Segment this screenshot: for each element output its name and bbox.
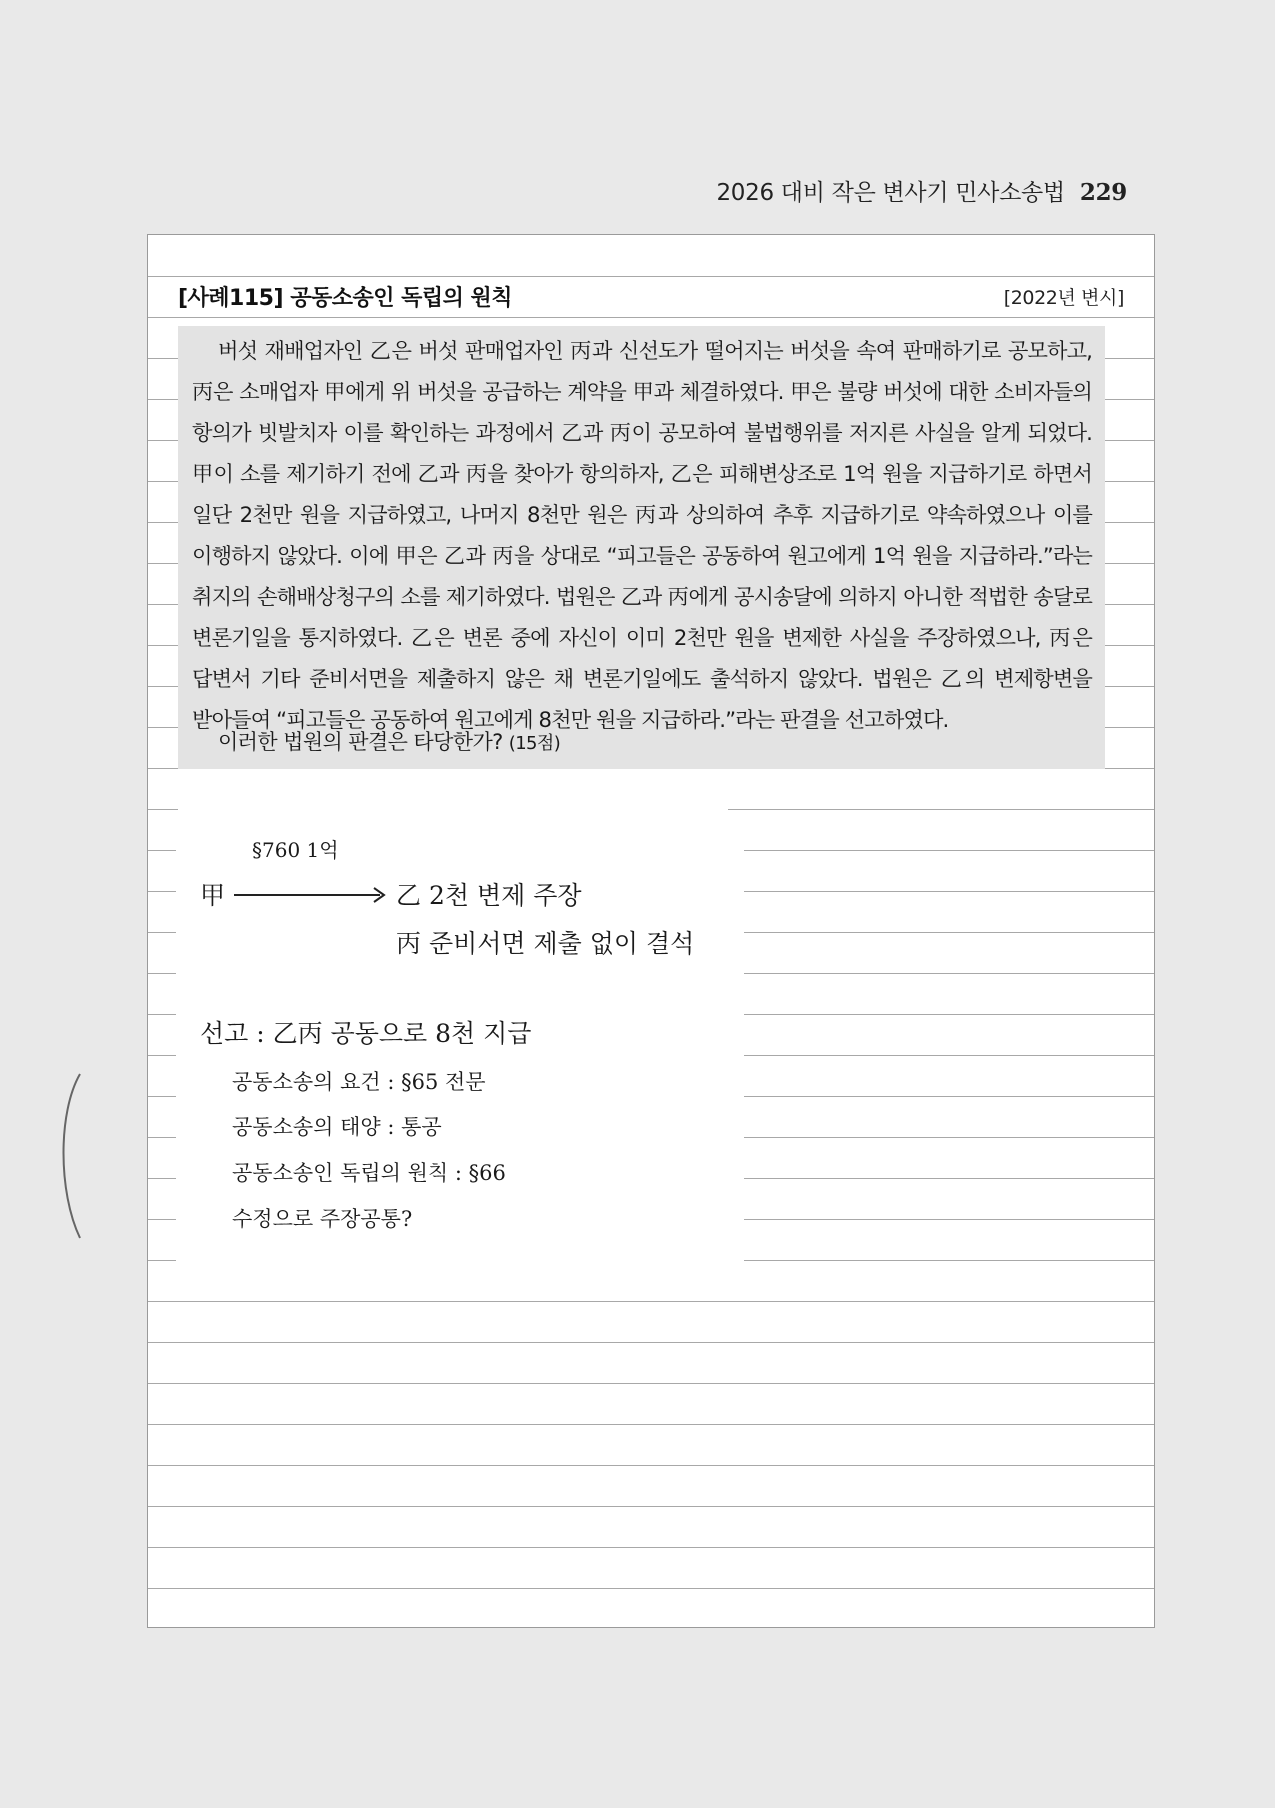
running-header	[716, 174, 1127, 207]
ruling-note: 선고 : 乙丙 공동으로 8천 지급	[200, 1019, 532, 1048]
rule-segment	[148, 522, 178, 523]
rule-segment	[1105, 481, 1155, 482]
arrow-icon	[232, 880, 392, 910]
rule-segment	[744, 1219, 1155, 1220]
rule-segment	[744, 973, 1155, 974]
rule-segment	[744, 1260, 1155, 1261]
rule-segment	[148, 891, 176, 892]
rule-segment	[148, 1137, 176, 1138]
rule-segment	[744, 891, 1155, 892]
rule-line	[148, 1342, 1154, 1343]
rule-line	[148, 1588, 1154, 1589]
rule-segment	[148, 973, 176, 974]
rule-segment	[148, 1014, 176, 1015]
bracket-icon	[54, 1072, 84, 1242]
rule-segment	[744, 1178, 1155, 1179]
rule-line	[148, 1424, 1154, 1425]
rule-line	[148, 1465, 1154, 1466]
book-title: 2026 대비 작은 변사기 민사소송법	[716, 180, 1065, 206]
rule-segment	[1105, 604, 1155, 605]
case-title-row	[178, 281, 1124, 311]
case-source: [2022년 변시]	[1003, 286, 1124, 309]
defendant-2-note: 丙 준비서면 제출 없이 결석	[396, 929, 695, 958]
rule-line	[148, 1547, 1154, 1548]
question-text: 이러한 법원의 판결은 타당한가?	[218, 730, 503, 754]
case-title: [사례115] 공동소송인 독립의 원칙	[178, 285, 513, 311]
rule-segment	[148, 563, 178, 564]
rule-segment	[148, 1219, 176, 1220]
rule-segment	[744, 1137, 1155, 1138]
rule-segment	[148, 727, 178, 728]
question	[218, 722, 560, 764]
rule-segment	[1105, 399, 1155, 400]
rule-segment	[148, 604, 178, 605]
rule-segment	[148, 440, 178, 441]
rule-segment	[744, 850, 1155, 851]
rule-segment	[744, 932, 1155, 933]
rule-segment	[1105, 440, 1155, 441]
rule-segment	[744, 1096, 1155, 1097]
note-item: 공동소송의 요건 : §65 전문	[232, 1070, 486, 1094]
plaintiff-label: 甲	[200, 881, 226, 910]
rule-segment	[148, 768, 178, 769]
rule-segment	[1105, 358, 1155, 359]
rule-segment	[148, 1178, 176, 1179]
rule-segment	[148, 932, 176, 933]
rule-segment	[1105, 727, 1155, 728]
rule-segment	[744, 1014, 1155, 1015]
rule-line	[148, 1506, 1154, 1507]
note-item: 공동소송의 태양 : 통공	[232, 1115, 442, 1139]
rule-segment	[148, 645, 178, 646]
rule-segment	[148, 399, 178, 400]
rule-segment	[148, 1096, 176, 1097]
problem-text	[192, 330, 1092, 740]
problem-box	[178, 326, 1105, 769]
page-number: 229	[1079, 179, 1127, 206]
problem-body: 버섯 재배업자인 乙은 버섯 판매업자인 丙과 신선도가 떨어지는 버섯을 속여 판매하기로 공모하고, 丙은 소매업자 甲에게 위 버섯을 공급하는 계약을 甲과 체결하였다. 甲은 불량 버섯에 대한 소비자들의 항의가 빗발치자 이를 확인하는 과정에서 乙과 丙이 공모하여 불법행위를 저지른 사실을 알게 되었다. 甲이 소를 제기하기 전에 乙과 丙을 찾아가 항의하자, 乙은 피해변상조로 1억 원을 지급하기로 하면서 일단 2천만 원을 지급하였고, 나머지 8천만 원은 丙과 상의하여 추후 지급하기로 약속하였으나 이를 이행하지 않았다. 이에 甲은 乙과 丙을 상대로 “피고들은 공동하여 원고에게 1억 원을 지급하라.”라는 취지의 손해배상청구의 소를 제기하였다. 법원은 乙과 丙에게 공시송달에 의하지 아니한 적법한 송달로 변론기일을 통지하였다. 乙은 변론 중에 자신이 이미 2천만 원을 변제한 사실을 주장하였으나, 丙은 답변서 기타 준비서면을 제출하지 않은 채 변론기일에도 출석하지 않았다. 법원은 乙의 변제항변을 받아들여 “피고들은 공동하여 원고에게 8천만 원을 지급하라.”라는 판결을 선고하였다.	[192, 338, 1092, 732]
rule-segment	[148, 481, 178, 482]
arrow-label: §760 1억	[252, 838, 339, 862]
rule-line	[148, 276, 1154, 277]
rule-line	[148, 1383, 1154, 1384]
rule-segment	[1105, 768, 1155, 769]
rule-segment	[1105, 645, 1155, 646]
rule-segment	[148, 1260, 176, 1261]
rule-segment	[1105, 522, 1155, 523]
rule-segment	[148, 1055, 176, 1056]
rule-line	[148, 1301, 1154, 1302]
rule-segment	[148, 358, 178, 359]
rule-segment	[148, 850, 176, 851]
rule-segment	[1105, 563, 1155, 564]
note-item: 공동소송인 독립의 원칙 : §66	[232, 1161, 506, 1185]
note-item: 수정으로 주장공통?	[232, 1207, 413, 1231]
rule-segment	[148, 686, 178, 687]
rule-segment	[1105, 686, 1155, 687]
question-points: (15점)	[508, 733, 561, 754]
defendant-1-note: 乙 2천 변제 주장	[396, 881, 582, 910]
rule-line	[148, 317, 1154, 318]
rule-segment	[744, 1055, 1155, 1056]
